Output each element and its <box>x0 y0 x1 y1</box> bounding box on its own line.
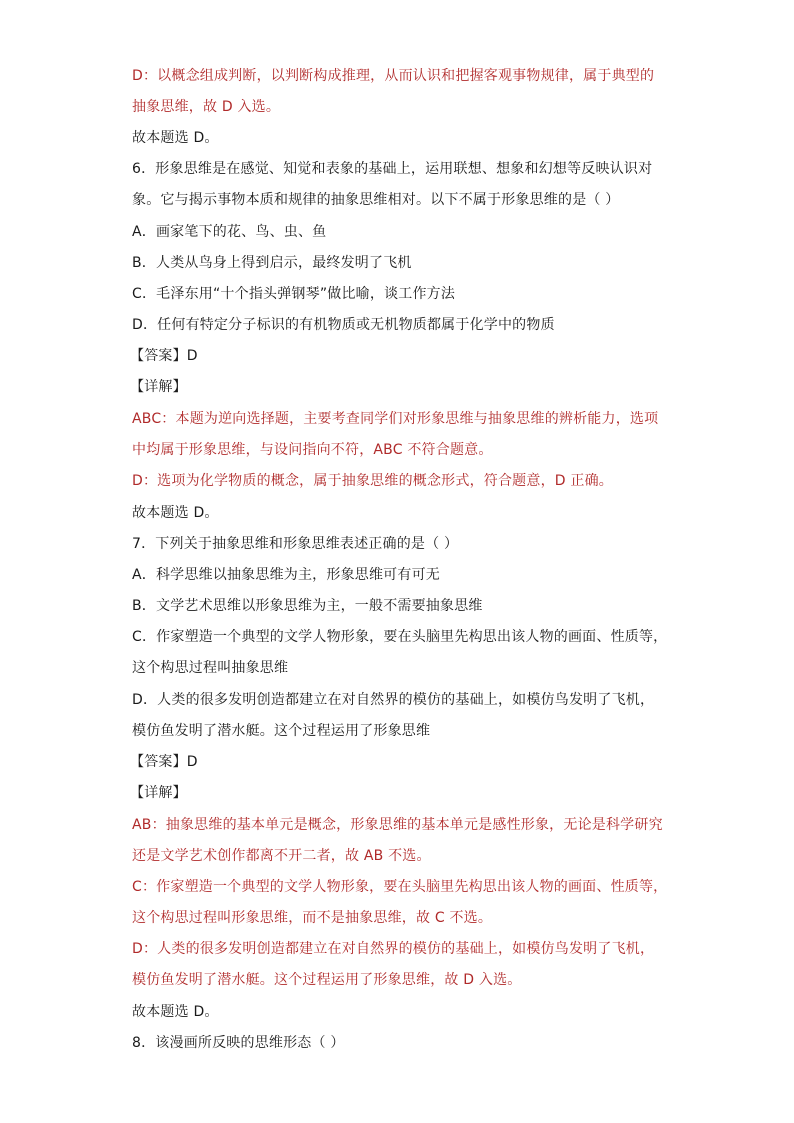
question-6-stem-2: 象。它与揭示事物本质和规律的抽象思维相对。以下不属于形象思维的是（ ） <box>132 192 620 208</box>
question-6-explanation-2: 中均属于形象思维，与设问指向不符，ABC 不符合题意。 <box>132 442 493 458</box>
question-7-option-d-1: D．人类的很多发明创造都建立在对自然界的模仿的基础上，如模仿鸟发明了飞机， <box>132 692 655 708</box>
question-6-option-a: A．画家笔下的花、鸟、虫、鱼 <box>132 224 327 240</box>
question-7-explanation-heading: 【详解】 <box>130 785 187 801</box>
question-6-answer: 【答案】D <box>130 348 198 364</box>
question-6-stem-1: 6．形象思维是在感觉、知觉和表象的基础上，运用联想、想象和幻想等反映认识对 <box>132 161 653 177</box>
question-7-stem: 7．下列关于抽象思维和形象思维表述正确的是（ ） <box>132 536 459 552</box>
question-7-explanation-5: D：人类的很多发明创造都建立在对自然界的模仿的基础上，如模仿鸟发明了飞机， <box>132 941 655 957</box>
question-7-explanation-3: C：作家塑造一个典型的文学人物形象，要在头脑里先构思出该人物的画面、性质等， <box>132 879 668 895</box>
question-7-answer: 【答案】D <box>130 754 198 770</box>
question-7-option-c-2: 这个构思过程叫抽象思维 <box>132 660 289 676</box>
question-7-option-d-2: 模仿鱼发明了潜水艇。这个过程运用了形象思维 <box>132 723 431 739</box>
question-7-option-a: A．科学思维以抽象思维为主，形象思维可有可无 <box>132 567 440 583</box>
text-line-1: D：以概念组成判断，以判断构成推理，从而认识和把握客观事物规律，属于典型的 <box>132 68 655 84</box>
question-7-option-b: B．文学艺术思维以形象思维为主，一般不需要抽象思维 <box>132 598 483 614</box>
question-8-stem: 8．该漫画所反映的思维形态（ ） <box>132 1035 345 1051</box>
question-7-explanation-4: 这个构思过程叫形象思维，而不是抽象思维，故 C 不选。 <box>132 910 493 926</box>
text-line-3: 故本题选 D。 <box>132 130 219 146</box>
question-6-option-d: D．任何有特定分子标识的有机物质或无机物质都属于化学中的物质 <box>132 317 555 333</box>
text-line-2: 抽象思维，故 D 入选。 <box>132 99 281 115</box>
question-6-explanation-1: ABC：本题为逆向选择题，主要考查同学们对形象思维与抽象思维的辨析能力，选项 <box>132 411 659 427</box>
question-7-conclusion: 故本题选 D。 <box>132 1004 219 1020</box>
question-7-explanation-1: AB：抽象思维的基本单元是概念，形象思维的基本单元是感性形象，无论是科学研究 <box>132 817 663 833</box>
question-6-option-b: B．人类从鸟身上得到启示，最终发明了飞机 <box>132 255 412 271</box>
question-6-explanation-heading: 【详解】 <box>130 379 187 395</box>
question-7-option-c-1: C．作家塑造一个典型的文学人物形象，要在头脑里先构思出该人物的画面、性质等， <box>132 629 668 645</box>
question-7-explanation-6: 模仿鱼发明了潜水艇。这个过程运用了形象思维，故 D 入选。 <box>132 972 522 988</box>
question-7-explanation-2: 还是文学艺术创作都离不开二者，故 AB 不选。 <box>132 848 431 864</box>
question-6-option-c: C．毛泽东用“十个指头弹钢琴”做比喻，谈工作方法 <box>132 286 456 302</box>
question-6-explanation-3: D：选项为化学物质的概念，属于抽象思维的概念形式，符合题意，D 正确。 <box>132 473 614 489</box>
question-6-conclusion: 故本题选 D。 <box>132 505 219 521</box>
